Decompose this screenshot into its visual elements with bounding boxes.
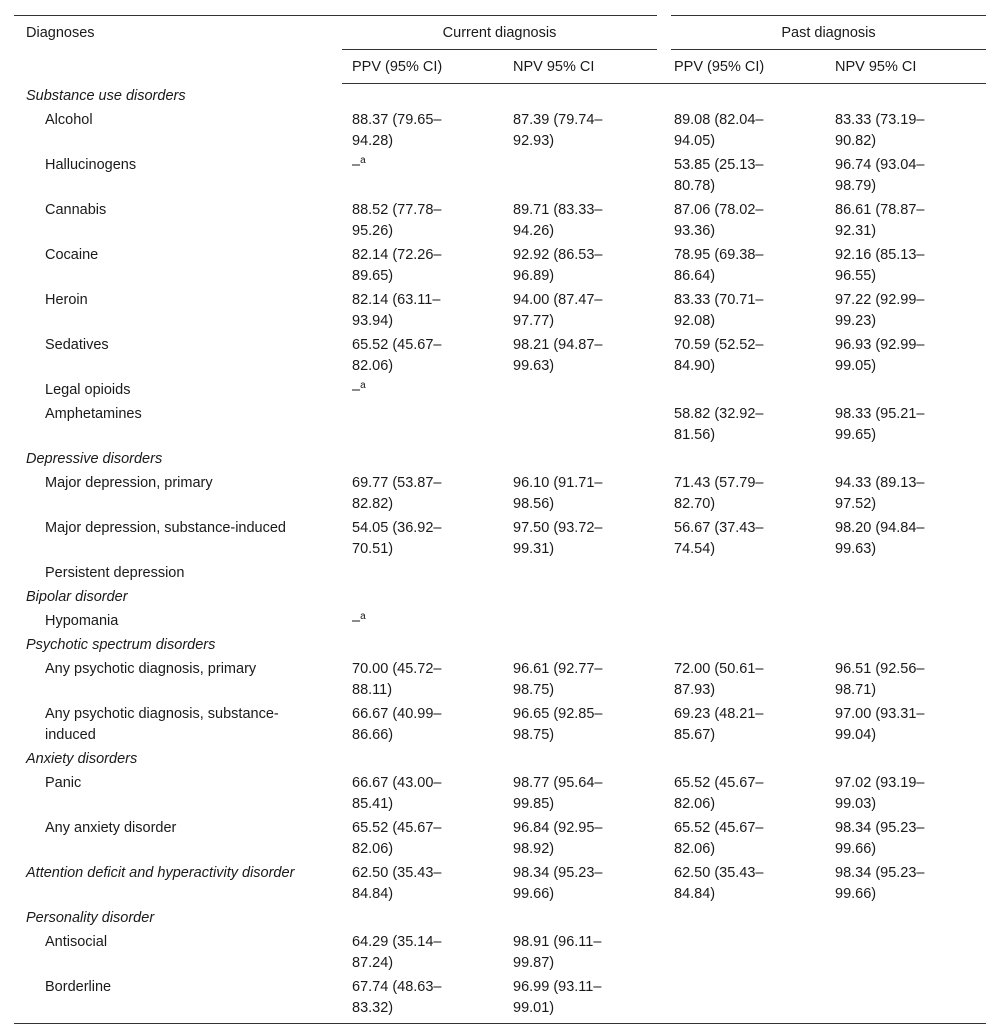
cell-value: 66.67 (43.00–85.41)	[352, 774, 442, 812]
cell-value: 88.37 (79.65–94.28)	[352, 111, 442, 149]
table-row	[14, 243, 986, 288]
table-row	[14, 402, 986, 447]
cell-value: 98.34 (95.23–99.66)	[835, 819, 925, 857]
table-row	[14, 561, 986, 585]
p-ppv-cell	[664, 585, 825, 609]
cell-value: 92.92 (86.53–96.89)	[513, 246, 603, 284]
c-npv-cell	[503, 198, 664, 243]
cell-value: 58.82 (32.92–81.56)	[674, 405, 764, 443]
diagnostic-accuracy-table	[14, 15, 986, 1024]
table-row	[14, 198, 986, 243]
cell-value: 94.33 (89.13–97.52)	[835, 474, 925, 512]
c-npv-cell	[503, 771, 664, 816]
c-ppv-cell	[342, 747, 503, 771]
cell-value: 54.05 (36.92–70.51)	[352, 519, 442, 557]
table-body	[14, 84, 986, 1024]
p-ppv-cell	[664, 930, 825, 975]
p-ppv-cell	[664, 702, 825, 747]
c-npv-cell	[503, 657, 664, 702]
cell-value: 53.85 (25.13–80.78)	[674, 156, 764, 194]
p-npv-cell	[825, 378, 986, 402]
header-current-diagnosis: Current diagnosis	[342, 16, 664, 50]
c-npv-cell	[503, 108, 664, 153]
c-npv-cell	[503, 585, 664, 609]
p-ppv-cell	[664, 333, 825, 378]
table-row	[14, 609, 986, 633]
cell-value: –	[352, 612, 361, 629]
c-npv-cell	[503, 471, 664, 516]
table-row	[14, 288, 986, 333]
category-label: Depressive disorders	[26, 450, 163, 467]
cell-value: 97.00 (93.31–99.04)	[835, 705, 925, 743]
p-npv-cell	[825, 447, 986, 471]
table-row	[14, 657, 986, 702]
c-ppv-cell	[342, 243, 503, 288]
cell-value: 98.20 (94.84–99.63)	[835, 519, 925, 557]
cell-value: 89.71 (83.33–94.26)	[513, 201, 603, 239]
p-npv-cell	[825, 702, 986, 747]
table-row	[14, 153, 986, 198]
cell-value: 96.51 (92.56–98.71)	[835, 660, 925, 698]
cell-value: 69.77 (53.87–82.82)	[352, 474, 442, 512]
cell-value: 66.67 (40.99–86.66)	[352, 705, 442, 743]
p-ppv-cell	[664, 609, 825, 633]
diagnosis-label: Any anxiety disorder	[45, 819, 177, 836]
diagnosis-label: Cocaine	[45, 246, 99, 263]
header-past-ppv: PPV (95% CI)	[664, 50, 825, 84]
cell-value: 97.02 (93.19–99.03)	[835, 774, 925, 812]
p-npv-cell	[825, 561, 986, 585]
cell-value: 96.10 (91.71–98.56)	[513, 474, 603, 512]
cell-value: 98.91 (96.11–99.87)	[513, 933, 602, 971]
cell-value: 97.22 (92.99–99.23)	[835, 291, 925, 329]
c-npv-cell	[503, 702, 664, 747]
p-ppv-cell	[664, 906, 825, 930]
c-ppv-cell	[342, 930, 503, 975]
category-label: Substance use disorders	[26, 87, 186, 104]
table-header	[14, 16, 986, 84]
c-npv-cell	[503, 84, 664, 108]
c-ppv-cell	[342, 516, 503, 561]
p-npv-cell	[825, 243, 986, 288]
c-ppv-cell	[342, 378, 503, 402]
c-ppv-cell	[342, 861, 503, 906]
p-ppv-cell	[664, 747, 825, 771]
c-npv-cell	[503, 288, 664, 333]
cell-value: –	[352, 381, 361, 398]
c-ppv-cell	[342, 471, 503, 516]
cell-value: 71.43 (57.79–82.70)	[674, 474, 764, 512]
header-past-diagnosis: Past diagnosis	[664, 16, 986, 50]
p-npv-cell	[825, 609, 986, 633]
diagnosis-label: Antisocial	[45, 933, 108, 950]
c-ppv-cell	[342, 657, 503, 702]
table-row	[14, 702, 986, 747]
footnote-marker: a	[360, 610, 366, 622]
diagnosis-label: Persistent depression	[45, 564, 185, 581]
p-ppv-cell	[664, 288, 825, 333]
diagnosis-label: Major depression, substance-induced	[45, 519, 286, 536]
cell-value: 62.50 (35.43–84.84)	[352, 864, 442, 902]
table-row	[14, 975, 986, 1024]
category-row	[14, 447, 986, 471]
cell-value: 86.61 (78.87–92.31)	[835, 201, 925, 239]
p-npv-cell	[825, 84, 986, 108]
diagnosis-label: Hypomania	[45, 612, 119, 629]
p-npv-cell	[825, 333, 986, 378]
diagnosis-label: Borderline	[14, 975, 342, 1024]
category-label: Anxiety disorders	[26, 750, 138, 767]
p-ppv-cell	[664, 471, 825, 516]
cell-value: 82.14 (63.11–93.94)	[352, 291, 441, 329]
cell-value: 72.00 (50.61–87.93)	[674, 660, 764, 698]
p-ppv-cell	[664, 108, 825, 153]
c-npv-cell	[503, 516, 664, 561]
cell-value: 96.65 (92.85–98.75)	[513, 705, 603, 743]
category-row	[14, 585, 986, 609]
c-ppv-cell	[342, 288, 503, 333]
p-npv-cell	[825, 153, 986, 198]
cell-value: 97.50 (93.72–99.31)	[513, 519, 603, 557]
diagnosis-label: Heroin	[45, 291, 88, 308]
cell-value: 98.21 (94.87–99.63)	[513, 336, 603, 374]
cell-value: 70.00 (45.72–88.11)	[352, 660, 442, 698]
p-ppv-cell	[664, 771, 825, 816]
c-ppv-cell	[342, 585, 503, 609]
p-ppv-cell	[664, 975, 825, 1024]
table-container	[14, 15, 986, 1024]
diagnosis-label: Major depression, primary	[45, 474, 213, 491]
cell-value: 64.29 (35.14–87.24)	[352, 933, 442, 971]
cell-value: 65.52 (45.67–82.06)	[352, 819, 442, 857]
p-npv-cell	[825, 975, 986, 1024]
header-current-ppv: PPV (95% CI)	[342, 50, 503, 84]
p-ppv-cell	[664, 243, 825, 288]
p-ppv-cell	[664, 402, 825, 447]
p-npv-cell	[825, 402, 986, 447]
cell-value: 98.77 (95.64–99.85)	[513, 774, 603, 812]
p-npv-cell	[825, 816, 986, 861]
header-diagnoses: Diagnoses	[14, 16, 342, 84]
footnote-marker: a	[360, 379, 366, 391]
cell-value: 69.23 (48.21–85.67)	[674, 705, 764, 743]
cell-value: 70.59 (52.52–84.90)	[674, 336, 764, 374]
table-row	[14, 930, 986, 975]
p-npv-cell	[825, 930, 986, 975]
c-ppv-cell	[342, 816, 503, 861]
c-ppv-cell	[342, 633, 503, 657]
c-npv-cell	[503, 816, 664, 861]
p-ppv-cell	[664, 198, 825, 243]
p-npv-cell	[825, 861, 986, 906]
cell-value: 88.52 (77.78–95.26)	[352, 201, 442, 239]
diagnosis-label: Sedatives	[45, 336, 109, 353]
c-ppv-cell	[342, 402, 503, 447]
c-npv-cell	[503, 747, 664, 771]
cell-value: 83.33 (73.19–90.82)	[835, 111, 925, 149]
c-npv-cell	[503, 378, 664, 402]
cell-value: 65.52 (45.67–82.06)	[352, 336, 442, 374]
c-ppv-cell	[342, 561, 503, 585]
cell-value: 96.93 (92.99–99.05)	[835, 336, 925, 374]
cell-value: 94.00 (87.47–97.77)	[513, 291, 603, 329]
p-npv-cell	[825, 288, 986, 333]
c-ppv-cell	[342, 906, 503, 930]
c-npv-cell	[503, 975, 664, 1024]
diagnosis-label: Legal opioids	[45, 381, 131, 398]
diagnosis-label: Amphetamines	[45, 405, 142, 422]
p-npv-cell	[825, 771, 986, 816]
c-npv-cell	[503, 930, 664, 975]
cell-value: 67.74 (48.63–83.32)	[352, 978, 442, 1016]
cell-value: 96.61 (92.77–98.75)	[513, 660, 603, 698]
p-npv-cell	[825, 585, 986, 609]
diagnosis-label: Any psychotic diagnosis, primary	[45, 660, 257, 677]
cell-value: 65.52 (45.67–82.06)	[674, 774, 764, 812]
c-ppv-cell	[342, 333, 503, 378]
p-npv-cell	[825, 198, 986, 243]
c-npv-cell	[503, 906, 664, 930]
cell-value: 78.95 (69.38–86.64)	[674, 246, 764, 284]
cell-value: 87.39 (79.74–92.93)	[513, 111, 603, 149]
p-ppv-cell	[664, 447, 825, 471]
c-npv-cell	[503, 633, 664, 657]
c-npv-cell	[503, 402, 664, 447]
table-row	[14, 108, 986, 153]
p-ppv-cell	[664, 561, 825, 585]
p-ppv-cell	[664, 816, 825, 861]
cell-value: 98.34 (95.23–99.66)	[835, 864, 925, 902]
p-ppv-cell	[664, 84, 825, 108]
p-ppv-cell	[664, 633, 825, 657]
c-npv-cell	[503, 333, 664, 378]
category-label: Personality disorder	[26, 909, 155, 926]
p-ppv-cell	[664, 378, 825, 402]
p-npv-cell	[825, 108, 986, 153]
c-ppv-cell	[342, 153, 503, 198]
table-row	[14, 816, 986, 861]
cell-value: 89.08 (82.04–94.05)	[674, 111, 764, 149]
p-npv-cell	[825, 906, 986, 930]
table-row	[14, 516, 986, 561]
table-row	[14, 471, 986, 516]
c-ppv-cell	[342, 609, 503, 633]
cell-value: –	[352, 156, 361, 173]
diagnosis-label: Panic	[45, 774, 82, 791]
footnote-marker: a	[360, 154, 366, 166]
table-row	[14, 378, 986, 402]
cell-value: 98.34 (95.23–99.66)	[513, 864, 603, 902]
cell-value: 87.06 (78.02–93.36)	[674, 201, 764, 239]
c-ppv-cell	[342, 84, 503, 108]
cell-value: 92.16 (85.13–96.55)	[835, 246, 925, 284]
diagnosis-label: Alcohol	[45, 111, 93, 128]
category-row	[14, 861, 986, 906]
p-ppv-cell	[664, 516, 825, 561]
cell-value: 96.84 (92.95–98.92)	[513, 819, 603, 857]
cell-value: 96.74 (93.04–98.79)	[835, 156, 925, 194]
c-ppv-cell	[342, 702, 503, 747]
table-row	[14, 333, 986, 378]
category-label: Bipolar disorder	[26, 588, 128, 605]
c-npv-cell	[503, 153, 664, 198]
p-npv-cell	[825, 747, 986, 771]
c-npv-cell	[503, 447, 664, 471]
diagnosis-label: Hallucinogens	[45, 156, 137, 173]
p-ppv-cell	[664, 657, 825, 702]
c-npv-cell	[503, 861, 664, 906]
p-npv-cell	[825, 471, 986, 516]
category-row	[14, 633, 986, 657]
p-ppv-cell	[664, 861, 825, 906]
c-npv-cell	[503, 561, 664, 585]
header-current-npv: NPV 95% CI	[503, 50, 664, 84]
c-npv-cell	[503, 243, 664, 288]
category-row	[14, 84, 986, 108]
category-label: Psychotic spectrum disorders	[26, 636, 216, 653]
diagnosis-label: Cannabis	[45, 201, 107, 218]
cell-value: 62.50 (35.43–84.84)	[674, 864, 764, 902]
cell-value: 56.67 (37.43–74.54)	[674, 519, 764, 557]
table-row	[14, 771, 986, 816]
p-npv-cell	[825, 657, 986, 702]
diagnosis-label: Any psychotic diagnosis, substance-induced	[45, 705, 279, 743]
category-row	[14, 906, 986, 930]
cell-value: 96.99 (93.11–99.01)	[513, 978, 602, 1016]
c-ppv-cell	[342, 771, 503, 816]
cell-value: 98.33 (95.21–99.65)	[835, 405, 925, 443]
c-ppv-cell	[342, 975, 503, 1024]
category-row	[14, 747, 986, 771]
p-npv-cell	[825, 633, 986, 657]
cell-value: 82.14 (72.26–89.65)	[352, 246, 442, 284]
c-ppv-cell	[342, 108, 503, 153]
header-past-npv: NPV 95% CI	[825, 50, 986, 84]
category-label: Attention deficit and hyperactivity disorder	[26, 864, 295, 881]
c-npv-cell	[503, 609, 664, 633]
p-npv-cell	[825, 516, 986, 561]
c-ppv-cell	[342, 198, 503, 243]
cell-value: 83.33 (70.71–92.08)	[674, 291, 764, 329]
c-ppv-cell	[342, 447, 503, 471]
cell-value: 65.52 (45.67–82.06)	[674, 819, 764, 857]
p-ppv-cell	[664, 153, 825, 198]
